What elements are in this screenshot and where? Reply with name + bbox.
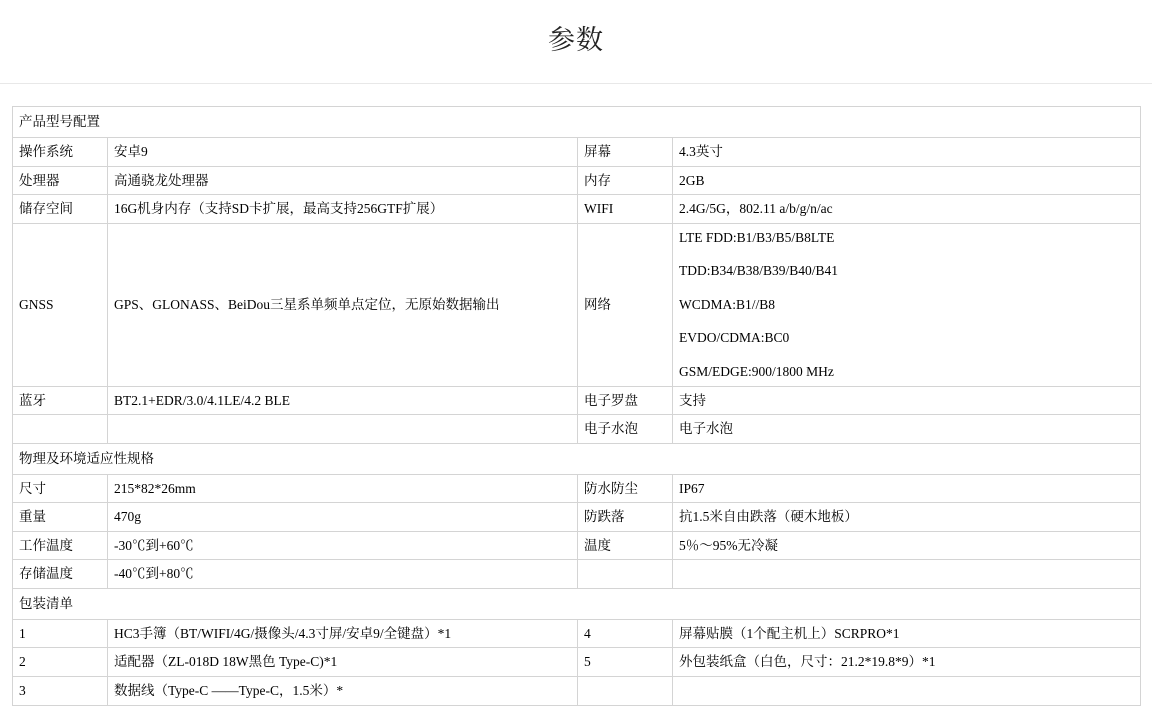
package-index: 4 <box>578 619 673 648</box>
package-index: 2 <box>13 648 108 677</box>
row-label-gnss: GNSS <box>13 223 108 386</box>
package-index: 5 <box>578 648 673 677</box>
row-label-operating-temp: 工作温度 <box>13 531 108 560</box>
row-value-humidity: 5％～95%无冷凝 <box>673 531 1141 560</box>
row-label-os: 操作系统 <box>13 138 108 167</box>
package-item-empty <box>673 677 1141 706</box>
table-row <box>13 648 1141 677</box>
row-value-droptest: 抗1.5米自由跌落（硬木地板） <box>673 503 1141 532</box>
table-row-section-product <box>13 107 1141 138</box>
row-label-droptest: 防跌落 <box>578 503 673 532</box>
table-row <box>13 166 1141 195</box>
spec-table <box>12 106 1141 706</box>
row-value-gnss: GPS、GLONASS、BeiDou三星系单频单点定位，无原始数据输出 <box>108 223 578 386</box>
table-row <box>13 138 1141 167</box>
package-index: 3 <box>13 677 108 706</box>
section-header-physical-env: 物理及环境适应性规格 <box>13 443 1141 474</box>
package-item: 数据线（Type-C ——Type-C，1.5米）* <box>108 677 578 706</box>
table-row <box>13 503 1141 532</box>
network-line: TDD:B34/B38/B39/B40/B41 <box>679 263 839 279</box>
row-label-empty <box>13 415 108 444</box>
spec-table-container <box>0 106 1152 706</box>
row-value-empty <box>673 560 1141 589</box>
table-row <box>13 619 1141 648</box>
row-label-memory: 内存 <box>578 166 673 195</box>
row-value-os: 安卓9 <box>108 138 578 167</box>
row-value-weight: 470g <box>108 503 578 532</box>
row-label-compass: 电子罗盘 <box>578 386 673 415</box>
package-item: HC3手簿（BT/WIFI/4G/摄像头/4.3寸屏/安卓9/全键盘）*1 <box>108 619 578 648</box>
package-item: 适配器（ZL-018D 18W黑色 Type-C)*1 <box>108 648 578 677</box>
section-header-package-list: 包装清单 <box>13 588 1141 619</box>
row-label-empty <box>578 560 673 589</box>
row-label-waterproof: 防水防尘 <box>578 474 673 503</box>
package-index: 1 <box>13 619 108 648</box>
row-value-storage-temp: -40℃到+80℃ <box>108 560 578 589</box>
row-label-size: 尺寸 <box>13 474 108 503</box>
row-value-storage: 16G机身内存（支持SD卡扩展，最高支持256GTF扩展） <box>108 195 578 224</box>
package-item: 屏幕贴膜（1个配主机上）SCRPRO*1 <box>673 619 1141 648</box>
row-value-compass: 支持 <box>673 386 1141 415</box>
row-label-wifi: WIFI <box>578 195 673 224</box>
row-value-size: 215*82*26mm <box>108 474 578 503</box>
row-value-bubble-level: 电子水泡 <box>673 415 1141 444</box>
row-label-humidity: 温度 <box>578 531 673 560</box>
row-label-screen: 屏幕 <box>578 138 673 167</box>
row-label-bubble-level: 电子水泡 <box>578 415 673 444</box>
section-header-product-model: 产品型号配置 <box>13 107 1141 138</box>
table-row <box>13 474 1141 503</box>
network-line: GSM/EDGE:900/1800 MHz <box>679 363 834 379</box>
table-row <box>13 531 1141 560</box>
row-value-cpu: 高通骁龙处理器 <box>108 166 578 195</box>
row-label-storage-temp: 存储温度 <box>13 560 108 589</box>
table-row-section-package <box>13 588 1141 619</box>
network-line: EVDO/CDMA:BC0 <box>679 330 790 346</box>
package-index-empty <box>578 677 673 706</box>
row-value-empty <box>108 415 578 444</box>
row-value-bluetooth: BT2.1+EDR/3.0/4.1LE/4.2 BLE <box>108 386 578 415</box>
table-row <box>13 560 1141 589</box>
row-value-waterproof: IP67 <box>673 474 1141 503</box>
package-item: 外包装纸盒（白色，尺寸：21.2*19.8*9）*1 <box>673 648 1141 677</box>
page-header <box>0 0 1152 84</box>
table-row <box>13 677 1141 706</box>
table-row <box>13 195 1141 224</box>
row-label-bluetooth: 蓝牙 <box>13 386 108 415</box>
page-title: 参数 <box>548 25 604 55</box>
table-row <box>13 415 1141 444</box>
header-divider <box>0 83 1152 84</box>
row-value-memory: 2GB <box>673 166 1141 195</box>
row-value-wifi: 2.4G/5G，802.11 a/b/g/n/ac <box>673 195 1141 224</box>
row-label-storage: 储存空间 <box>13 195 108 224</box>
network-line: LTE FDD:B1/B3/B5/B8LTE <box>679 229 835 245</box>
row-value-network <box>673 223 1141 386</box>
row-label-network: 网络 <box>578 223 673 386</box>
table-row-section-physical <box>13 443 1141 474</box>
row-label-weight: 重量 <box>13 503 108 532</box>
table-row <box>13 386 1141 415</box>
row-value-operating-temp: -30℃到+60℃ <box>108 531 578 560</box>
row-value-screen: 4.3英寸 <box>673 138 1141 167</box>
row-label-cpu: 处理器 <box>13 166 108 195</box>
network-line: WCDMA:B1//B8 <box>679 296 776 312</box>
table-row-gnss <box>13 223 1141 386</box>
